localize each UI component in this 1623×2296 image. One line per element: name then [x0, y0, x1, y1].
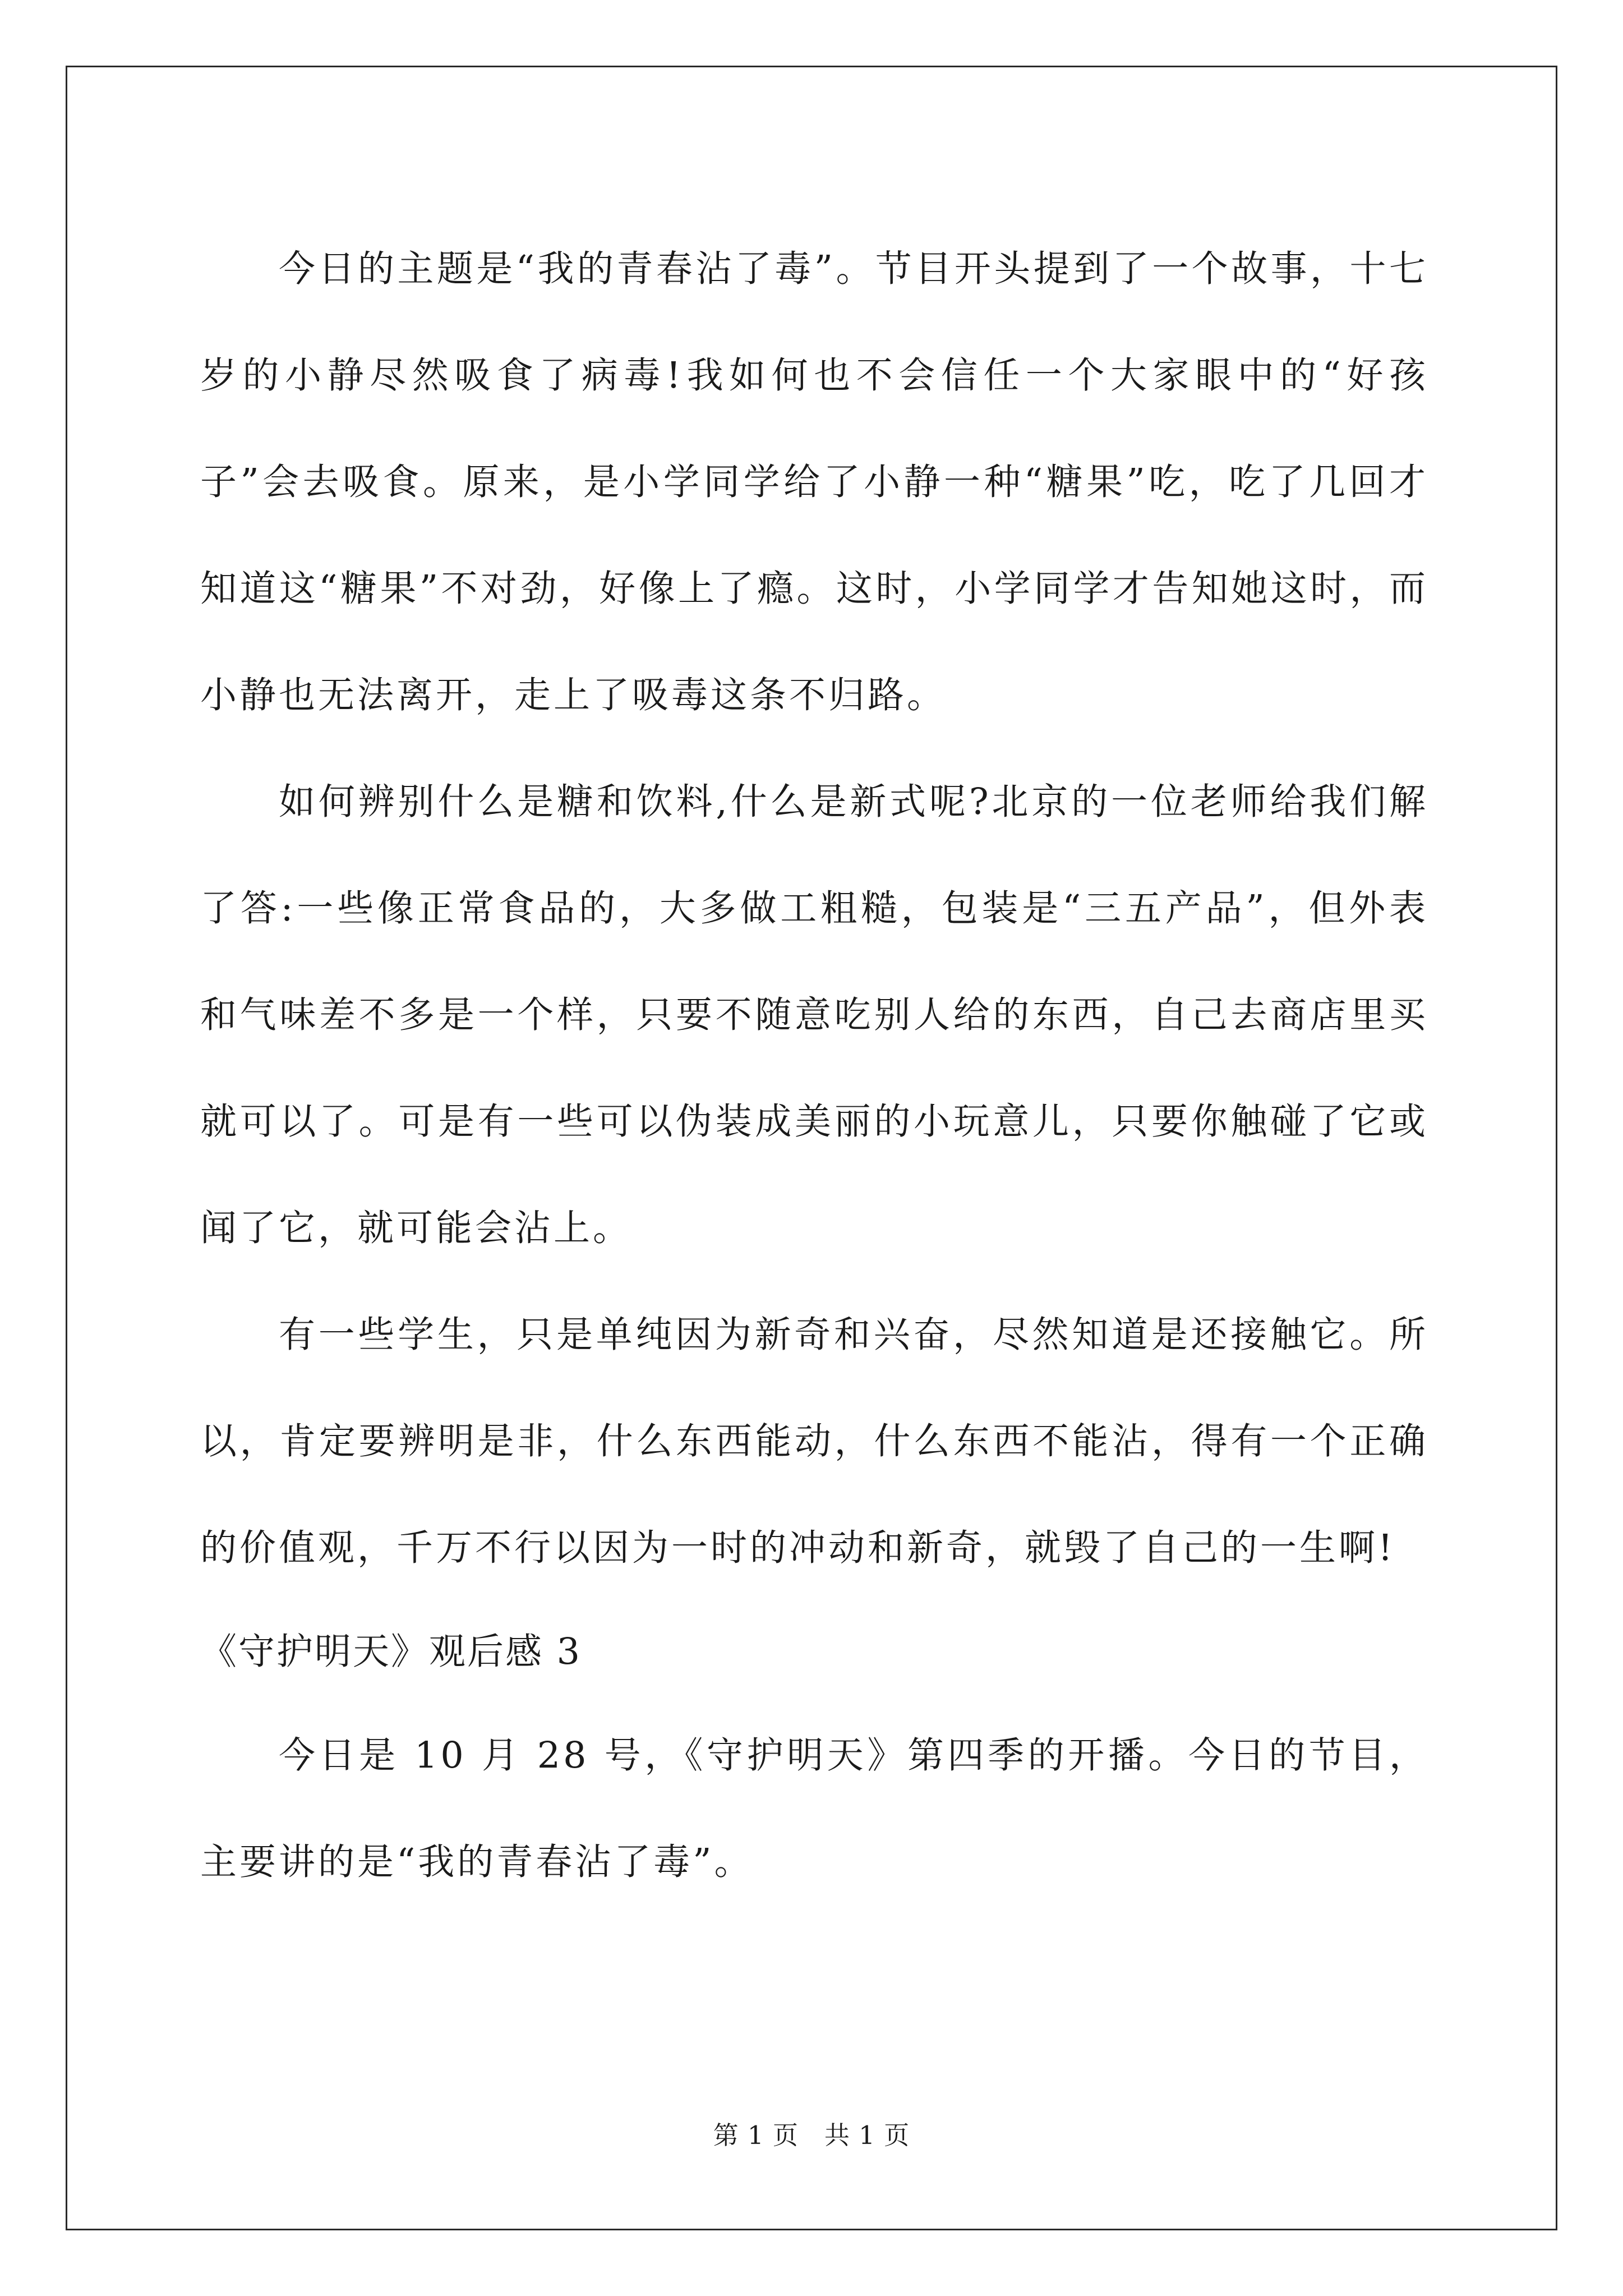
- document-body: [200, 216, 1428, 1916]
- section-heading: 《守护明天》观后感 3: [200, 1631, 582, 1673]
- page-footer: 第 1 页 共 1 页: [713, 2120, 910, 2150]
- paragraph-3: 有一些学生，只是单纯因为新奇和兴奋，尽然知道是还接触它。所以，肯定要辨明是非，什么东西能动，什么东西不能沾，得有一个正确的价值观，千万不行以因为一时的冲动和新奇，就毁了自己的一生啊!: [200, 1314, 1428, 1569]
- paragraph-4: 今日是 10 月 28 号，《守护明天》第四季的开播。今日的节目，主要讲的是“我的青春沾了毒”。: [200, 1734, 1428, 1883]
- paragraph-1: 今日的主题是“我的青春沾了毒”。节目开头提到了一个故事，十七岁的小静尽然吸食了病毒!我如何也不会信任一个大家眼中的“好孩子”会去吸食。原来，是小学同学给了小静一种“糖果”吃，吃了几回才知道这“糖果”不对劲，好像上了瘾。这时，小学同学才告知她这时，而小静也无法离开，走上了吸毒这条不归路。: [200, 248, 1428, 716]
- paragraph-2: 如何辨别什么是糖和饮料,什么是新式呢?北京的一位老师给我们解了答:一些像正常食品的，大多做工粗糙，包装是“三五产品”，但外表和气味差不多是一个样，只要不随意吃别人给的东西，自己去商店里买就可以了。可是有一些可以伪装成美丽的小玩意儿，只要你触碰了它或闻了它，就可能会沾上。: [200, 781, 1428, 1249]
